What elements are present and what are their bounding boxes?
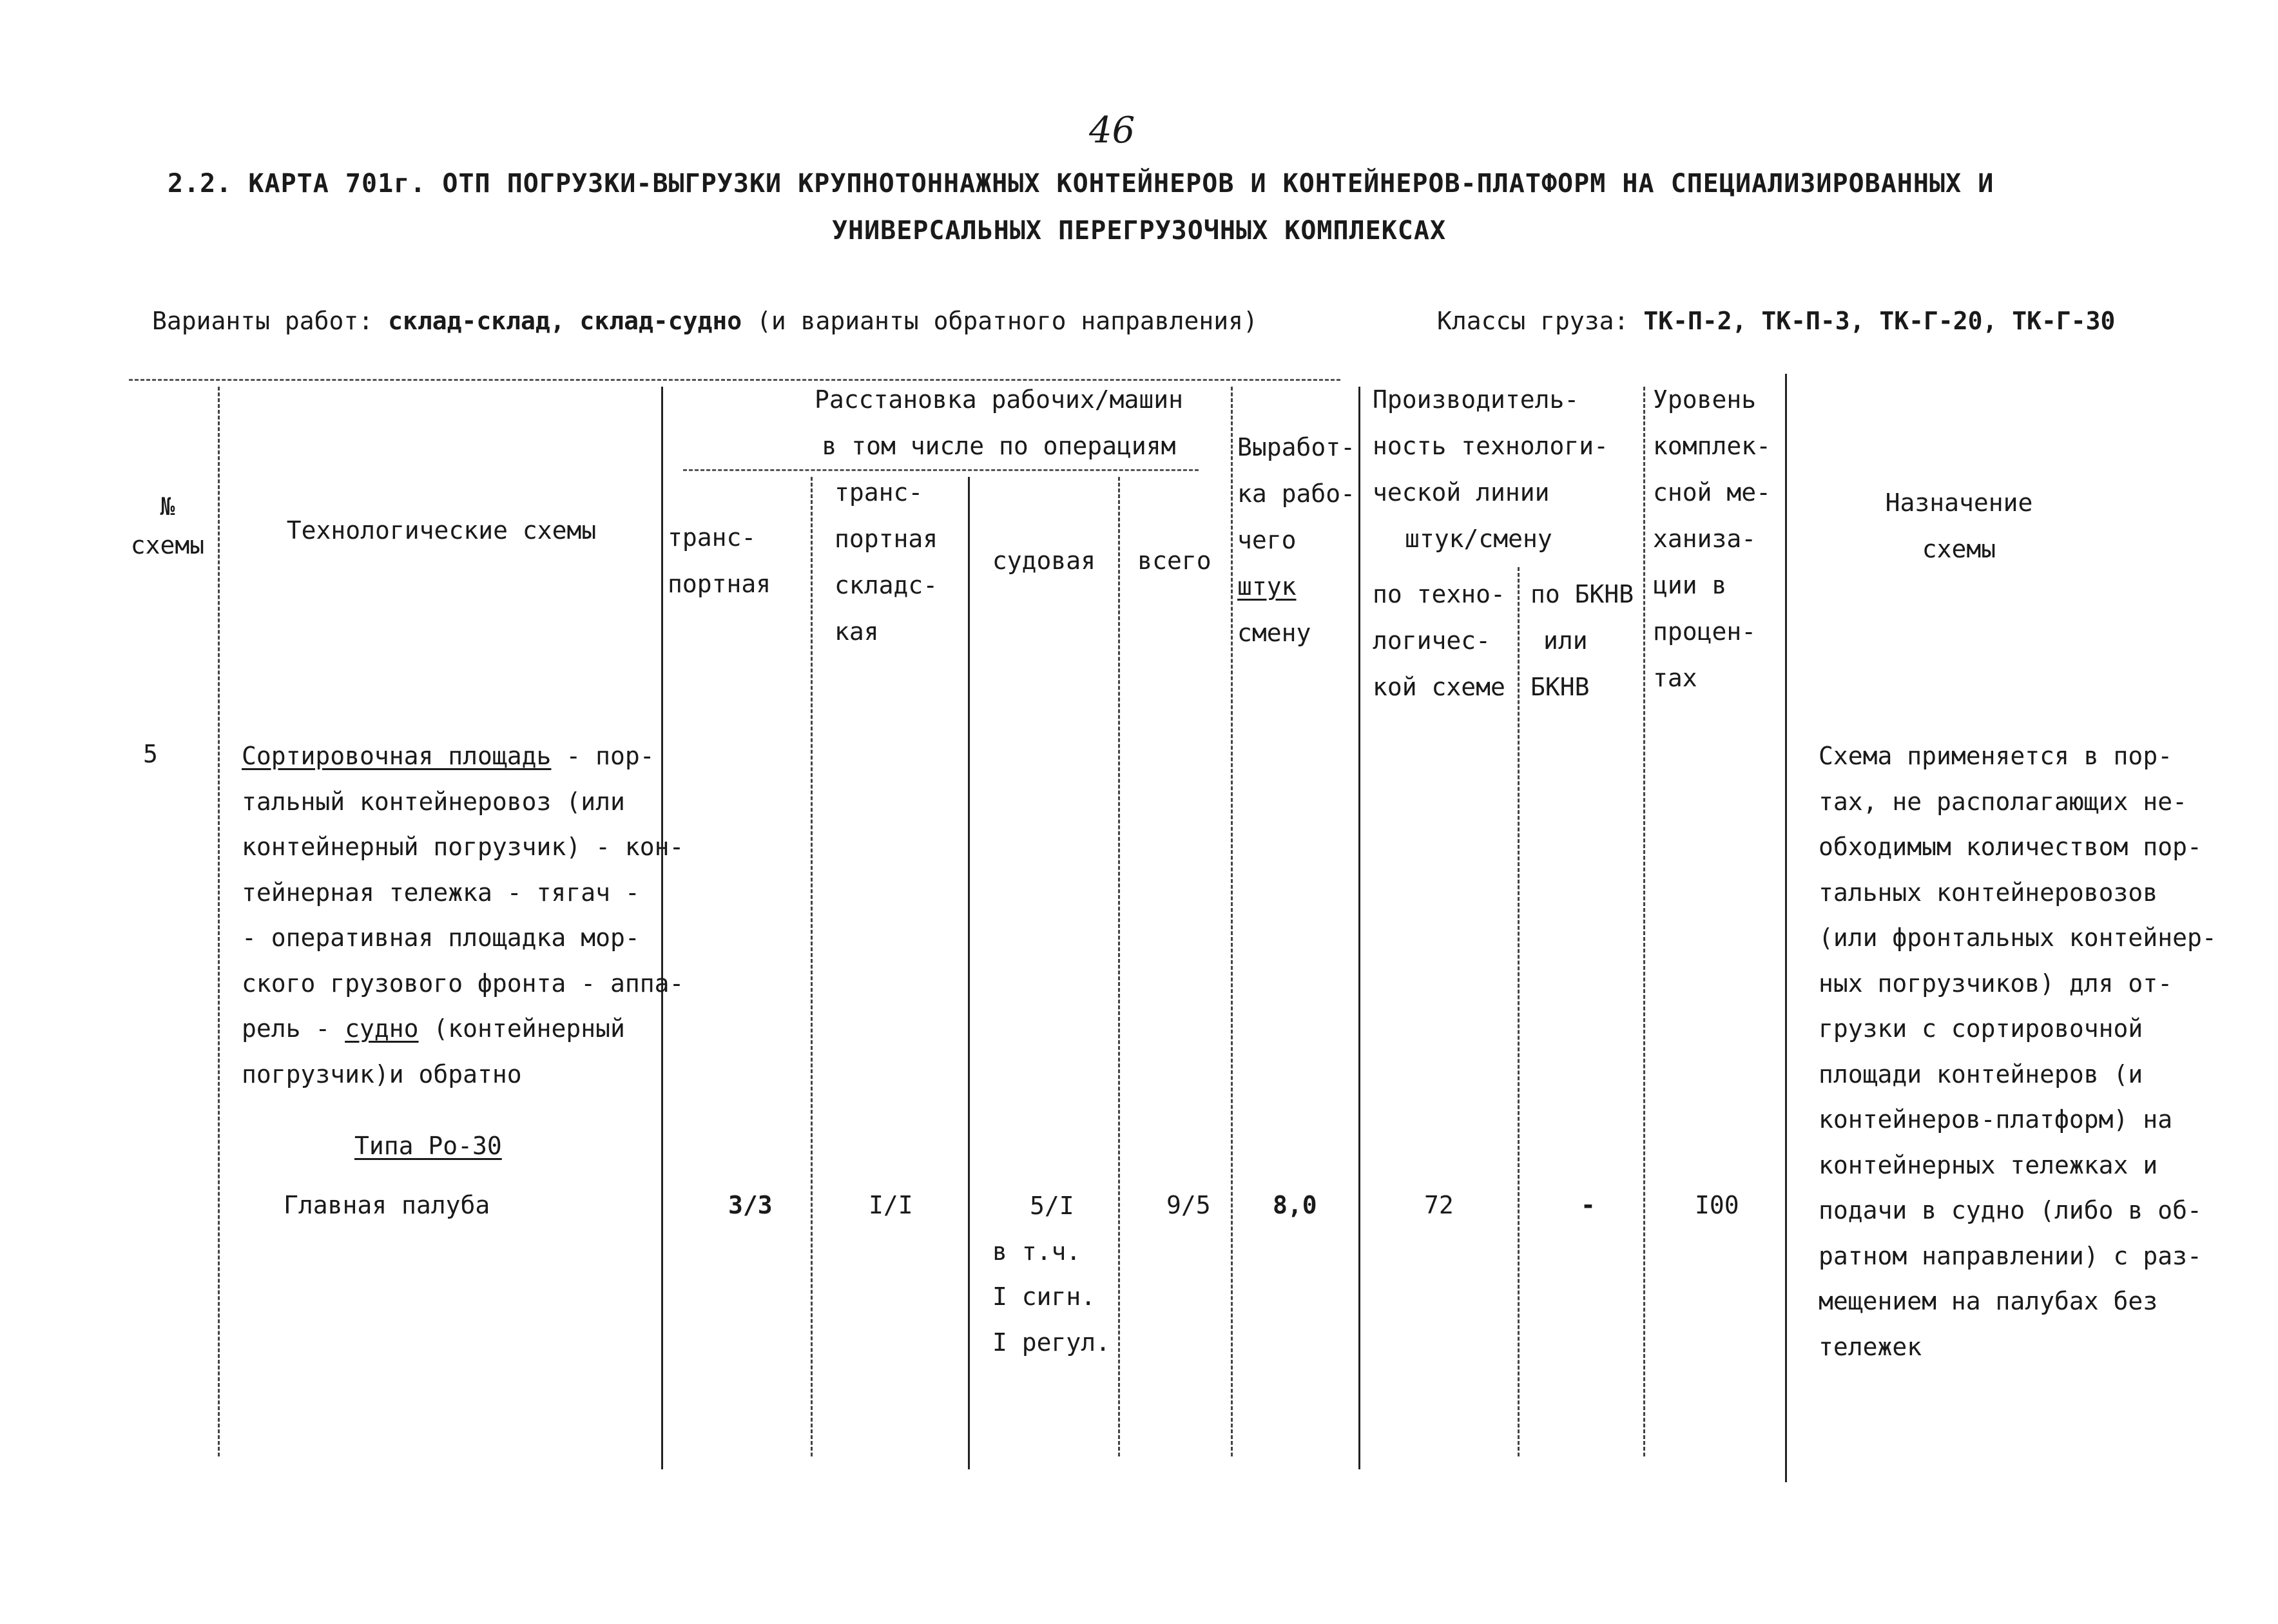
column-divider-1	[218, 387, 220, 1456]
placement-subheader-rule	[683, 469, 1199, 471]
cargo-classes	[1437, 307, 2115, 335]
scheme-line-3: контейнерный погрузчик) - кон-	[242, 833, 684, 861]
variants-note: (и варианты обратного направления)	[757, 307, 1258, 335]
header-prod-by-bknv: по БКНВ или БКНВ	[1530, 580, 1634, 701]
column-divider-10	[1785, 374, 1787, 1482]
scheme-line-1: Сортировочная площадь - пор-	[242, 742, 655, 770]
header-mechanization: Уровень комплек- сной ме- ханиза- ции в процен- тах	[1653, 385, 1771, 692]
value-transport: 3/3	[728, 1191, 773, 1219]
value-transport-warehouse: I/I	[869, 1191, 913, 1219]
header-placement: Расстановка рабочих/машин в том числе по операциям	[815, 385, 1183, 460]
value-mechanization: I00	[1695, 1191, 1739, 1219]
value-prod-bknv: -	[1581, 1191, 1596, 1219]
value-prod-scheme: 72	[1424, 1191, 1454, 1219]
header-productivity: Производитель- ность технологи- ческой линии штук/смену	[1373, 385, 1609, 553]
column-divider-4	[968, 477, 970, 1469]
scheme-line-6: ского грузового фронта - аппа-	[242, 969, 684, 998]
value-output: 8,0	[1273, 1191, 1317, 1219]
title-line-1: 2.2. КАРТА 701г. ОТП ПОГРУЗКИ-ВЫГРУЗКИ КРУПНОТОННАЖНЫХ КОНТЕЙНЕРОВ И КОНТЕЙНЕРОВ-ПЛАТФОРМ НА СПЕЦИАЛИЗИРОВАННЫХ И	[168, 169, 1994, 198]
page-number: 46	[1089, 110, 1135, 151]
scheme-line-2: тальный контейнеровоз (или	[242, 787, 625, 816]
classes-value: ТК-П-2, ТК-П-3, ТК-Г-20, ТК-Г-30	[1643, 307, 2116, 335]
header-output: Выработ- ка рабо- чего штук смену	[1237, 433, 1356, 647]
scheme-line-7: рель - судно (контейнерный	[242, 1014, 625, 1043]
header-ship: судовая	[992, 546, 1096, 575]
header-tech-schemes: Технологические схемы	[286, 516, 597, 545]
row-scheme-description	[242, 733, 684, 1097]
scheme-line-5: - оперативная площадка мор-	[242, 923, 640, 952]
column-divider-6	[1231, 387, 1233, 1456]
row-purpose: Схема применяется в пор- тах, не располагающих не- обходимым количеством пор- тальных контейнеровозов (или фронтальных контейнер- ных погрузчиков) для от- грузки с сортировочной площади контейнеров (и контейнеров-платформ) на контейнерных тележках и подачи в судно (либо в об- ратном направлении) с раз- мещением на палубах без тележек	[1819, 742, 2217, 1361]
variants-label: Варианты работ:	[152, 307, 374, 335]
value-total: 9/5	[1166, 1191, 1211, 1219]
header-transport-warehouse: транс- портная складс- кая	[835, 478, 938, 646]
header-transport: транс- портная	[668, 523, 771, 598]
header-prod-by-scheme: по техно- логичес- кой схеме	[1373, 580, 1505, 701]
header-scheme-no: № схемы	[130, 492, 205, 559]
variants-value: склад-склад, склад-судно	[388, 307, 742, 335]
scheme-line-4: тейнерная тележка - тягач -	[242, 878, 640, 907]
vessel-type: Типа Ро-30	[354, 1132, 502, 1160]
title-line-2: УНИВЕРСАЛЬНЫХ ПЕРЕГРУЗОЧНЫХ КОМПЛЕКСАХ	[831, 216, 1447, 246]
header-total: всего	[1137, 546, 1211, 575]
row-scheme-no: 5	[143, 740, 158, 768]
column-divider-5	[1118, 477, 1120, 1456]
value-ship: 5/I в т.ч. I сигн. I регул.	[992, 1192, 1111, 1357]
work-variants	[152, 307, 1258, 335]
column-divider-9	[1643, 387, 1645, 1456]
column-divider-3	[811, 477, 813, 1456]
classes-label: Классы груза:	[1437, 307, 1629, 335]
column-divider-8	[1518, 567, 1520, 1456]
column-divider-7	[1358, 387, 1360, 1469]
header-purpose: Назначение схемы	[1885, 488, 2033, 563]
scheme-line-8: погрузчик)и обратно	[242, 1059, 522, 1088]
deck-name: Главная палуба	[284, 1191, 490, 1219]
